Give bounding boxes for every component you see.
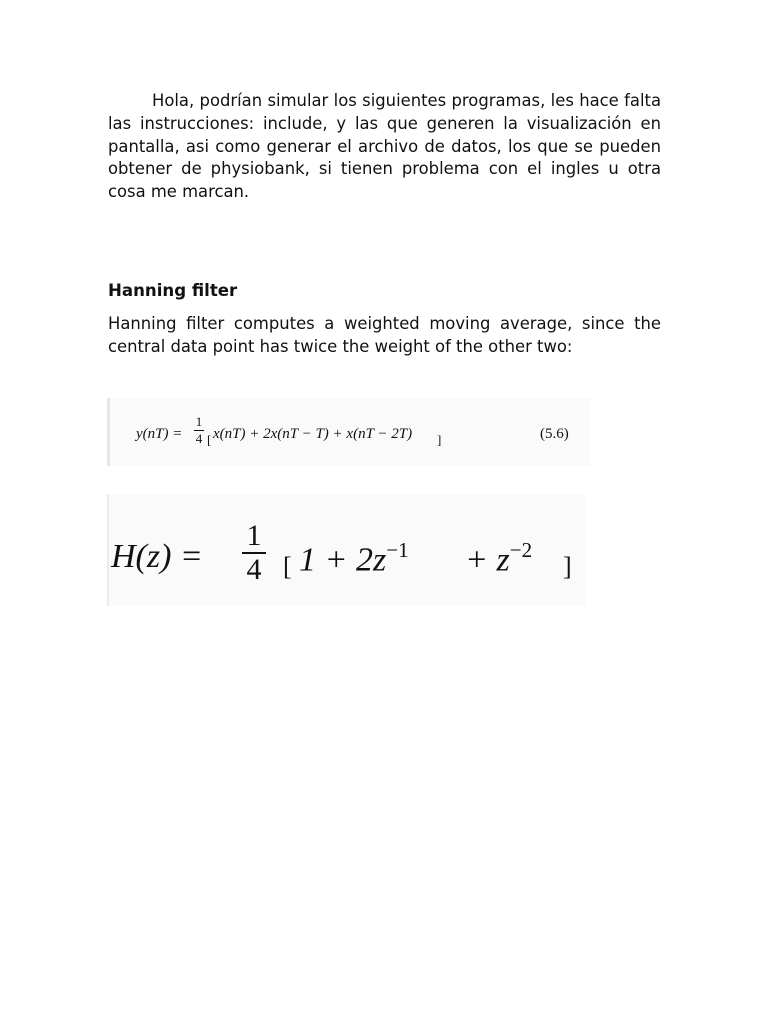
eq1-lhs: y(nT) =: [136, 426, 183, 442]
eq2-term1: [299, 538, 409, 580]
eq2-term2-text: + z: [465, 541, 510, 579]
section-description: Hanning filter computes a weighted moving average, since the central data point has twice the weight of the other two:: [108, 314, 661, 356]
eq2-exp2: −2: [509, 538, 533, 562]
eq1-open-bracket: [: [207, 432, 212, 447]
eq1-body: x(nT) + 2x(nT − T) + x(nT − 2T): [213, 426, 413, 442]
eq1-frac-den: 4: [195, 431, 203, 446]
eq2-lhs: H(z) =: [111, 538, 203, 575]
eq1-fraction: [194, 414, 204, 447]
eq1-close-bracket: ]: [437, 432, 442, 447]
eq2-open-bracket: [: [283, 552, 292, 581]
eq2-frac-num: 1: [246, 519, 262, 552]
eq2-term2: [465, 538, 532, 580]
eq1-frac-num: 1: [195, 414, 203, 429]
eq1-number: (5.6): [540, 426, 569, 442]
eq2-fraction: [242, 520, 266, 586]
equation-image-transfer-function: [107, 494, 585, 606]
eq2-exp1: −1: [386, 538, 409, 562]
eq2-frac-den: 4: [246, 553, 262, 586]
eq2-close-bracket: ]: [563, 552, 572, 581]
intro-paragraph: Hola, podrían simular los siguientes programas, les hace falta las instrucciones: include, y las que generen la visualización en pantalla, asi como generar el archivo de datos, los que se pueden obtener de physiobank, si tienen problema con el ingles u otra cosa me marcan.: [108, 91, 661, 202]
eq2-term1-text: 1 + 2z: [299, 541, 387, 579]
equation-image-difference: [107, 398, 590, 466]
section-heading: Hanning filter: [108, 281, 238, 300]
